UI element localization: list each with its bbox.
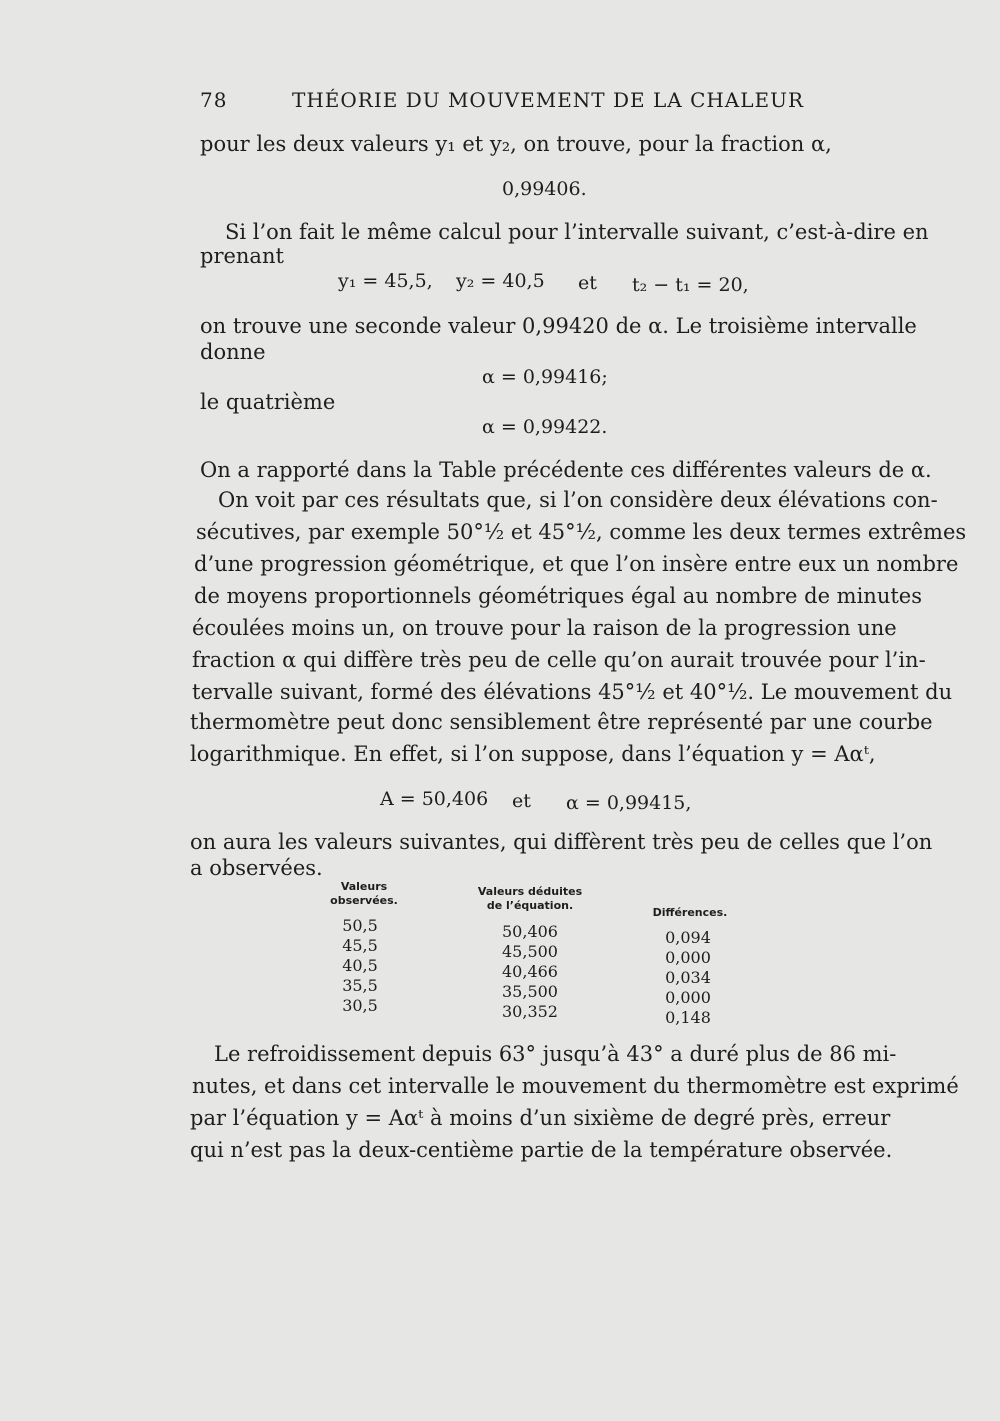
table-cell: 30,352: [502, 1002, 558, 1021]
text-line: pour les deux valeurs y₁ et y₂, on trouve, pour la fraction α,: [200, 132, 832, 156]
text-line: le quatrième: [200, 390, 336, 414]
text-line: fraction α qui diffère très peu de celle qu’on aurait trouvée pour l’in-: [192, 648, 926, 672]
table-cell: 35,5: [342, 976, 378, 995]
equation: α = 0,99416;: [482, 366, 608, 388]
text-line: thermomètre peut donc sensiblement être représenté par une courbe: [190, 710, 933, 734]
table-column-deduced: [490, 922, 570, 1022]
table-cell: 45,5: [342, 936, 378, 955]
text-line: Si l’on fait le même calcul pour l’intervalle suivant, c’est-à-dire en: [225, 220, 929, 244]
text-line: sécutives, par exemple 50°½ et 45°½, comme les deux termes extrêmes: [196, 520, 967, 544]
table-cell: 0,000: [665, 988, 711, 1007]
text-line: on aura les valeurs suivantes, qui diffèrent très peu de celles que l’on: [190, 830, 933, 854]
text-line: de moyens proportionnels géométriques égal au nombre de minutes: [194, 584, 922, 608]
equation: y₁ = 45,5,: [338, 270, 433, 292]
equation: α = 0,99422.: [482, 416, 608, 438]
table-cell: 35,500: [502, 982, 558, 1001]
text-line: d’une progression géométrique, et que l’on insère entre eux un nombre: [194, 552, 959, 576]
equation: 0,99406.: [502, 178, 587, 200]
table-column-observed: [330, 916, 390, 1016]
equation: t₂ − t₁ = 20,: [632, 274, 749, 296]
table-cell: 40,466: [502, 962, 558, 981]
table-header-deduced: Valeurs déduites de l’équation.: [477, 885, 583, 912]
equation-connector: et: [578, 272, 597, 294]
text-line: On a rapporté dans la Table précédente ces différentes valeurs de α.: [200, 458, 932, 482]
equation: α = 0,99415,: [566, 792, 692, 814]
table-cell: 30,5: [342, 996, 378, 1015]
page-number: 78: [200, 88, 228, 112]
text-line: par l’équation y = Aαᵗ à moins d’un sixième de degré près, erreur: [190, 1106, 891, 1130]
table-cell: 40,5: [342, 956, 378, 975]
table-header-observed: Valeurs observées.: [330, 880, 398, 907]
table-cell: 0,034: [665, 968, 711, 987]
text-line: prenant: [200, 244, 284, 268]
text-line: donne: [200, 340, 266, 364]
text-line: on trouve une seconde valeur 0,99420 de α. Le troisième intervalle: [200, 314, 917, 338]
table-cell: 0,000: [665, 948, 711, 967]
equation-connector: et: [512, 790, 531, 812]
text-line: logarithmique. En effet, si l’on suppose, dans l’équation y = Aαᵗ,: [190, 742, 876, 766]
table-column-differences: [656, 928, 720, 1028]
text-line: nutes, et dans cet intervalle le mouvement du thermomètre est exprimé: [192, 1074, 959, 1098]
table-header-differences: Différences.: [652, 906, 728, 919]
text-line: écoulées moins un, on trouve pour la raison de la progression une: [192, 616, 897, 640]
table-cell: 45,500: [502, 942, 558, 961]
running-title: THÉORIE DU MOUVEMENT DE LA CHALEUR: [292, 88, 805, 112]
table-cell: 0,094: [665, 928, 711, 947]
table-cell: 0,148: [665, 1008, 711, 1027]
text-line: Le refroidissement depuis 63° jusqu’à 43° a duré plus de 86 mi-: [214, 1042, 897, 1066]
text-line: On voit par ces résultats que, si l’on considère deux élévations con-: [218, 488, 938, 512]
table-cell: 50,5: [342, 916, 378, 935]
equation: y₂ = 40,5: [456, 270, 545, 292]
text-line: qui n’est pas la deux-centième partie de la température observée.: [190, 1138, 893, 1162]
text-line: a observées.: [190, 856, 323, 880]
equation: A = 50,406: [380, 788, 489, 810]
text-line: tervalle suivant, formé des élévations 45°½ et 40°½. Le mouvement du: [192, 680, 953, 704]
table-cell: 50,406: [502, 922, 558, 941]
